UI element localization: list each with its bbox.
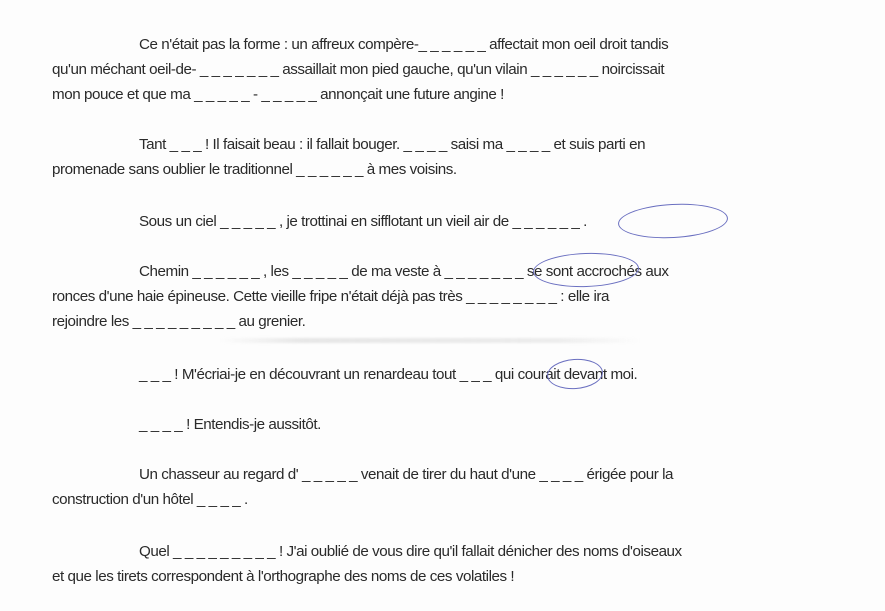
paragraph-line: construction d'un hôtel _ _ _ _ . [52,491,248,508]
paragraph-line: _ _ _ _ ! Entendis-je aussitôt. [139,416,321,433]
hand-drawn-circle [617,201,729,241]
paragraph-line: et que les tirets correspondent à l'orthographe des noms de ces volatiles ! [52,568,515,585]
paragraph-8 [52,539,842,589]
paragraph-line: Sous un ciel _ _ _ _ _ , je trottinai en sifflotant un vieil air de _ _ _ _ _ _ . [139,213,587,230]
paragraph-line: Quel _ _ _ _ _ _ _ _ _ ! J'ai oublié de vous dire qu'il fallait dénicher des noms d'oiseaux [139,543,682,560]
paragraph-line: _ _ _ ! M'écriai-je en découvrant un renardeau tout _ _ _ qui courait devant moi. [139,366,638,383]
paragraph-line: ronces d'une haie épineuse. Cette vieille fripe n'était déjà pas très _ _ _ _ _ _ _ _ : elle ira [52,288,609,305]
paragraph-6 [52,412,842,437]
scan-artifact [220,338,640,343]
paragraph-line: Un chasseur au regard d' _ _ _ _ _ venait de tirer du haut d'une _ _ _ _ érigée pour la [139,466,674,483]
paragraph-line: rejoindre les _ _ _ _ _ _ _ _ _ au grenier. [52,313,306,330]
paragraph-4 [52,259,842,334]
paragraph-line: Ce n'était pas la forme : un affreux compère-_ _ _ _ _ _ affectait mon oeil droit tandis [139,36,669,53]
paragraph-1 [52,32,842,107]
paragraph-line: promenade sans oublier le traditionnel _ _ _ _ _ _ à mes voisins. [52,161,457,178]
paragraph-line: Chemin _ _ _ _ _ _ , les _ _ _ _ _ de ma veste à _ _ _ _ _ _ _ se sont accrochés aux [139,263,669,280]
paragraph-line: mon pouce et que ma _ _ _ _ _ - _ _ _ _ _ annonçait une future angine ! [52,86,504,103]
paragraph-line: qu'un méchant oeil-de- _ _ _ _ _ _ _ assaillait mon pied gauche, qu'un vilain _ _ _ _ _ _ noircissait [52,61,665,78]
paragraph-7 [52,462,842,512]
paragraph-line: Tant _ _ _ ! Il faisait beau : il fallait bouger. _ _ _ _ saisi ma _ _ _ _ et suis parti en [139,136,646,153]
paragraph-5 [52,362,842,387]
paragraph-2 [52,132,842,182]
